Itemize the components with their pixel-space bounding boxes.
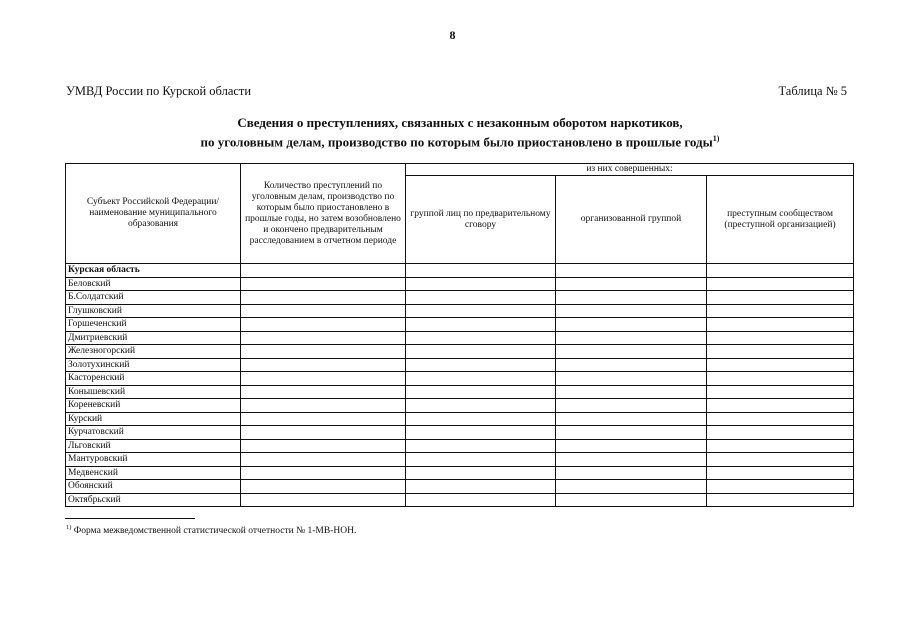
table-row <box>66 493 854 507</box>
table-label: Таблица № 5 <box>778 84 847 98</box>
table-cell <box>556 399 707 413</box>
table-cell <box>556 466 707 480</box>
table-cell <box>406 439 556 453</box>
table-row <box>66 345 854 359</box>
table-row <box>66 426 854 440</box>
table-row <box>66 412 854 426</box>
table-cell <box>707 453 854 467</box>
district-name: Октябрьский <box>66 493 241 507</box>
table-cell <box>241 399 406 413</box>
table-cell <box>406 291 556 305</box>
table-cell <box>556 453 707 467</box>
table-cell <box>406 277 556 291</box>
district-name: Кореневский <box>66 399 241 413</box>
table-row <box>66 453 854 467</box>
table-cell <box>556 439 707 453</box>
table-cell <box>406 426 556 440</box>
table-cell <box>707 412 854 426</box>
column-header-count: Количество преступлений по уголовным делам, производство по которым было приостановлено в прошлые годы, но затем возобновлено и окончено предварительным расследованием в отчетном периоде <box>241 164 406 264</box>
table-cell <box>406 466 556 480</box>
region-name: Курская область <box>66 264 241 278</box>
report-table <box>65 163 854 507</box>
table-cell <box>556 412 707 426</box>
district-name: Медвенский <box>66 466 241 480</box>
district-name: Глушковский <box>66 304 241 318</box>
district-name: Дмитриевский <box>66 331 241 345</box>
table-cell <box>406 453 556 467</box>
table-cell <box>406 345 556 359</box>
table-cell <box>556 358 707 372</box>
table-cell <box>707 399 854 413</box>
table-cell <box>707 385 854 399</box>
table-row <box>66 480 854 494</box>
district-name: Курчатовский <box>66 426 241 440</box>
table-cell <box>241 264 406 278</box>
column-header-criminal-community: преступным сообществом (преступной организацией) <box>707 176 854 264</box>
table-cell <box>406 399 556 413</box>
table-cell <box>707 466 854 480</box>
title-line-1: Сведения о преступлениях, связанных с незаконным оборотом наркотиков, <box>237 115 683 130</box>
title-line-2: по уголовным делам, производство по которым было приостановлено в прошлые годы <box>200 134 713 150</box>
table-cell <box>707 493 854 507</box>
table-body <box>66 264 854 507</box>
table-cell <box>707 426 854 440</box>
table-cell <box>406 480 556 494</box>
table-cell <box>556 277 707 291</box>
table-cell <box>406 304 556 318</box>
footnote-divider <box>65 518 195 519</box>
table-row <box>66 318 854 332</box>
footnote-ref: 1) <box>66 524 72 531</box>
table-cell <box>556 493 707 507</box>
column-header-group-conspiracy: группой лиц по предварительному сговору <box>406 176 556 264</box>
district-name: Б.Солдатский <box>66 291 241 305</box>
table-row <box>66 466 854 480</box>
district-name: Конышевский <box>66 385 241 399</box>
table-cell <box>707 264 854 278</box>
district-name: Золотухинский <box>66 358 241 372</box>
column-header-subject: Субъект Российской Федерации/ наименование муниципального образования <box>66 164 241 264</box>
table-cell <box>406 385 556 399</box>
district-name: Касторенский <box>66 372 241 386</box>
table-cell <box>556 426 707 440</box>
table-row <box>66 385 854 399</box>
table-row <box>66 291 854 305</box>
table-cell <box>406 264 556 278</box>
district-name: Беловский <box>66 277 241 291</box>
table-cell <box>241 453 406 467</box>
table-row-region <box>66 264 854 278</box>
table-cell <box>406 493 556 507</box>
table-row <box>66 372 854 386</box>
table-cell <box>406 358 556 372</box>
table-row <box>66 304 854 318</box>
table-cell <box>707 331 854 345</box>
table-cell <box>707 304 854 318</box>
table-cell <box>241 345 406 359</box>
table-cell <box>241 480 406 494</box>
table-cell <box>241 291 406 305</box>
table-cell <box>707 358 854 372</box>
table-cell <box>406 412 556 426</box>
table-cell <box>241 412 406 426</box>
table-cell <box>556 345 707 359</box>
table-cell <box>556 331 707 345</box>
table-row <box>66 439 854 453</box>
table-cell <box>241 358 406 372</box>
table-cell <box>707 277 854 291</box>
district-name: Курский <box>66 412 241 426</box>
district-name: Железногорский <box>66 345 241 359</box>
table-cell <box>556 264 707 278</box>
table-row <box>66 277 854 291</box>
table-row <box>66 358 854 372</box>
table-cell <box>241 493 406 507</box>
table-cell <box>406 331 556 345</box>
table-cell <box>556 372 707 386</box>
table-cell <box>707 345 854 359</box>
table-cell <box>556 291 707 305</box>
table-cell <box>241 385 406 399</box>
table-cell <box>556 480 707 494</box>
table-cell <box>707 439 854 453</box>
table-cell <box>556 385 707 399</box>
table-cell <box>241 466 406 480</box>
table-row <box>66 331 854 345</box>
district-name: Обоянский <box>66 480 241 494</box>
district-name: Горшеченский <box>66 318 241 332</box>
footnote-text: Форма межведомственной статистической отчетности № 1-МВ-НОН. <box>73 526 357 537</box>
district-name: Льговский <box>66 439 241 453</box>
table-cell <box>241 372 406 386</box>
table-cell <box>556 318 707 332</box>
table-cell <box>406 318 556 332</box>
organization-name: УМВД России по Курской области <box>66 84 252 98</box>
column-header-organized-group: организованной группой <box>556 176 707 264</box>
table-cell <box>556 304 707 318</box>
table-cell <box>707 480 854 494</box>
table-cell <box>707 318 854 332</box>
page-number: 8 <box>449 28 456 42</box>
table-row <box>66 399 854 413</box>
table-cell <box>241 426 406 440</box>
table-cell <box>707 372 854 386</box>
footnote <box>66 524 356 536</box>
table-cell <box>241 277 406 291</box>
table-cell <box>241 439 406 453</box>
report-title <box>60 115 860 150</box>
table-cell <box>241 304 406 318</box>
district-name: Мантуровский <box>66 453 241 467</box>
title-footnote-ref: 1) <box>712 134 720 143</box>
table-cell <box>241 318 406 332</box>
column-group-header: из них совершенных: <box>406 164 854 176</box>
table-cell <box>707 291 854 305</box>
table-cell <box>241 331 406 345</box>
table-cell <box>406 372 556 386</box>
